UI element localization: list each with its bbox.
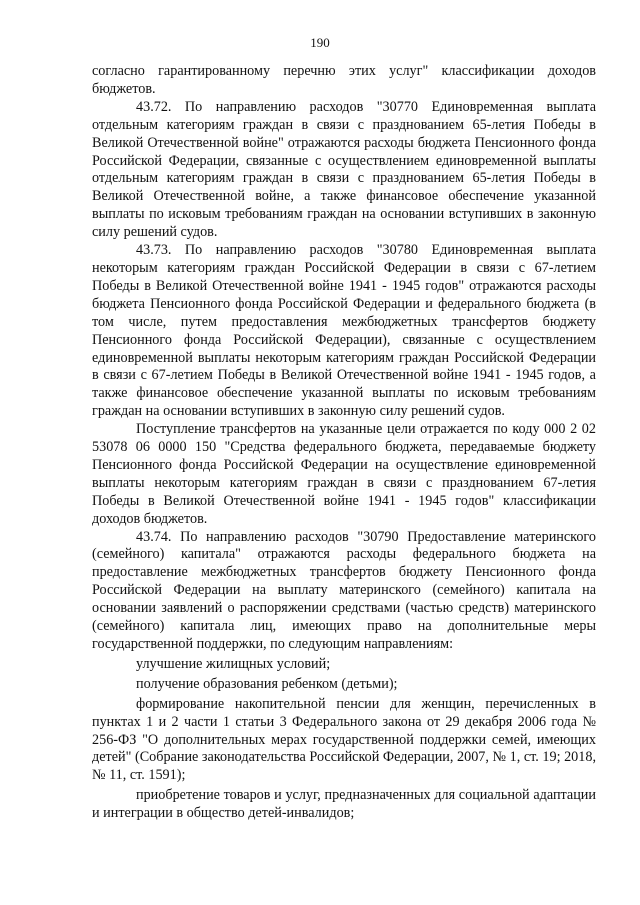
paragraph-transfers: Поступление трансфертов на указанные цели отражается по коду 000 2 02 53078 06 0000 150 "Средства федерального бюджета, передаваемые бюджету Пенсионного фонда Российской Федерации на осуществление единовременной выплаты некоторым категориям граждан в связи с празднованием 67-летия Победы в Великой Отечественной войне 1941 - 1945 годов" классификации доходов бюджетов. bbox=[92, 421, 596, 527]
list-item-pension: формирование накопительной пенсии для женщин, перечисленных в пунктах 1 и 2 части 1 статьи 3 Федерального закона от 29 декабря 2006 года № 256-ФЗ "О дополнительных мерах государственной поддержки семей, имеющих детей" (Собрание законодательства Российской Федерации, 2007, № 1, ст. 19; 2018, № 11, ст. 1591); bbox=[92, 695, 596, 784]
paragraph-43-73: 43.73. По направлению расходов "30780 Единовременная выплата некоторым категориям граждан Российской Федерации в связи с 67-летием Победы в Великой Отечественной войне 1941 - 1945 годов" отражаются расходы бюджета Пенсионного фонда Российской Федерации и федерального бюджета (в том числе, путем предоставления межбюджетных трансфертов бюджету Пенсионного фонда Российской Федерации), связанные с осуществлением единовременной выплаты некоторым категориям граждан Российской Федерации в связи с 67-летием Победы в Великой Отечественной войне 1941 - 1945 годов, а также финансовое обеспечение указанной выплаты по исковым требованиям граждан на основании вступивших в законную силу решений судов. bbox=[92, 242, 596, 420]
paragraph-43-74: 43.74. По направлению расходов "30790 Предоставление материнского (семейного) капитала" отражаются расходы федерального бюджета на предоставление межбюджетных трансфертов бюджету Пенсионного фонда Российской Федерации на выплату материнского (семейного) капитала на основании заявлений о распоряжении средствами (частью средств) материнского (семейного) капитала лиц, имеющих право на дополнительные меры государственной поддержки, по следующим направлениям: bbox=[92, 528, 596, 652]
paragraph-continuation: согласно гарантированному перечню этих услуг" классификации доходов бюджетов. bbox=[92, 63, 596, 97]
list-item-education: получение образования ребенком (детьми); bbox=[136, 675, 398, 692]
list-item-disabled-children: приобретение товаров и услуг, предназначенных для социальной адаптации и интеграции в общество детей-инвалидов; bbox=[92, 787, 596, 822]
page-number: 190 bbox=[310, 35, 330, 50]
paragraph-43-72: 43.72. По направлению расходов "30770 Единовременная выплата отдельным категориям граждан в связи с празднованием 65-летия Победы в Великой Отечественной войне" отражаются расходы бюджета Пенсионного фонда Российской Федерации, связанные с осуществлением единовременной выплаты отдельным категориям граждан в связи с празднованием 65-летия Победы в Великой Отечественной войне, а также финансовое обеспечение указанной выплаты по исковым требованиям граждан на основании вступивших в законную силу решений судов. bbox=[92, 98, 596, 241]
list-item-housing: улучшение жилищных условий; bbox=[136, 655, 331, 672]
document-body bbox=[92, 63, 596, 823]
